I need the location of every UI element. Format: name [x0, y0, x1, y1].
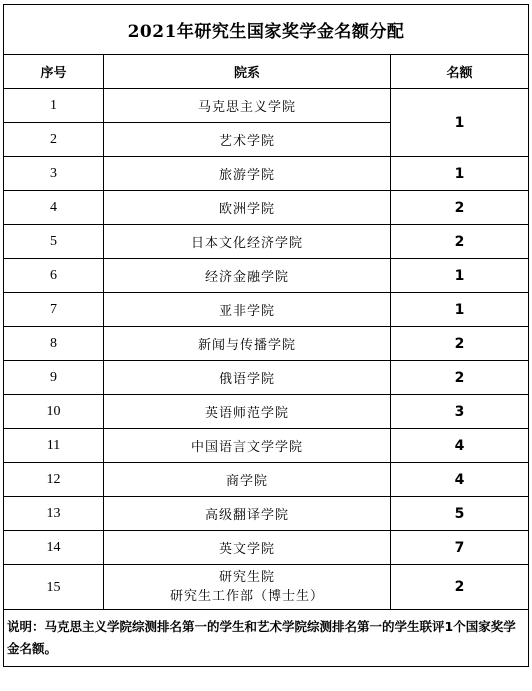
row-quota: 1 [391, 293, 529, 327]
row-no: 3 [4, 157, 104, 191]
row-college: 马克思主义学院 [104, 89, 391, 123]
row-quota: 3 [391, 395, 529, 429]
row-quota: 7 [391, 531, 529, 565]
row-college: 商学院 [104, 463, 391, 497]
row-no: 8 [4, 327, 104, 361]
header-quota: 名额 [391, 55, 529, 89]
row-quota: 4 [391, 429, 529, 463]
footnote: 说明：马克思主义学院综测排名第一的学生和艺术学院综测排名第一的学生联评1个国家奖学金名额。 [4, 610, 529, 667]
row-quota: 2 [391, 565, 529, 610]
row-college: 英文学院 [104, 531, 391, 565]
table-row [4, 429, 529, 463]
table-title: 2021年研究生国家奖学金名额分配 [4, 5, 529, 55]
row-no: 7 [4, 293, 104, 327]
table-row [4, 157, 529, 191]
row-no: 10 [4, 395, 104, 429]
quota-table-sheet [3, 4, 528, 667]
header-no: 序号 [4, 55, 104, 89]
row-no: 4 [4, 191, 104, 225]
row-no: 9 [4, 361, 104, 395]
row-college-line1: 研究生院 [218, 570, 275, 585]
row-quota: 1 [391, 259, 529, 293]
row-no: 12 [4, 463, 104, 497]
row-no: 2 [4, 123, 104, 157]
table-row [4, 225, 529, 259]
table-row [4, 327, 529, 361]
row-no: 6 [4, 259, 104, 293]
row-quota: 2 [391, 225, 529, 259]
table-row [4, 463, 529, 497]
row-college: 俄语学院 [104, 361, 391, 395]
table-row [4, 191, 529, 225]
row-college: 经济金融学院 [104, 259, 391, 293]
row-quota: 2 [391, 361, 529, 395]
table-row [4, 89, 529, 123]
row-quota: 5 [391, 497, 529, 531]
row-college: 高级翻译学院 [104, 497, 391, 531]
row-college: 艺术学院 [104, 123, 391, 157]
row-college [104, 565, 391, 610]
row-no: 1 [4, 89, 104, 123]
table-row [4, 259, 529, 293]
row-quota: 2 [391, 191, 529, 225]
row-college: 旅游学院 [104, 157, 391, 191]
row-no: 14 [4, 531, 104, 565]
row-college: 欧洲学院 [104, 191, 391, 225]
header-row [4, 55, 529, 89]
table-row [4, 361, 529, 395]
table-row [4, 531, 529, 565]
quota-table [3, 4, 529, 667]
row-quota-merged: 1 [391, 89, 529, 157]
row-college: 亚非学院 [104, 293, 391, 327]
table-row [4, 565, 529, 610]
table-row [4, 497, 529, 531]
row-no: 15 [4, 565, 104, 610]
header-college: 院系 [104, 55, 391, 89]
row-college: 新闻与传播学院 [104, 327, 391, 361]
table-row [4, 293, 529, 327]
row-quota: 1 [391, 157, 529, 191]
row-college: 中国语言文学学院 [104, 429, 391, 463]
row-college-line2: 研究生工作部（博士生） [169, 589, 324, 604]
table-row [4, 395, 529, 429]
row-no: 13 [4, 497, 104, 531]
row-no: 11 [4, 429, 104, 463]
row-quota: 4 [391, 463, 529, 497]
row-college: 英语师范学院 [104, 395, 391, 429]
row-quota: 2 [391, 327, 529, 361]
row-no: 5 [4, 225, 104, 259]
row-college: 日本文化经济学院 [104, 225, 391, 259]
